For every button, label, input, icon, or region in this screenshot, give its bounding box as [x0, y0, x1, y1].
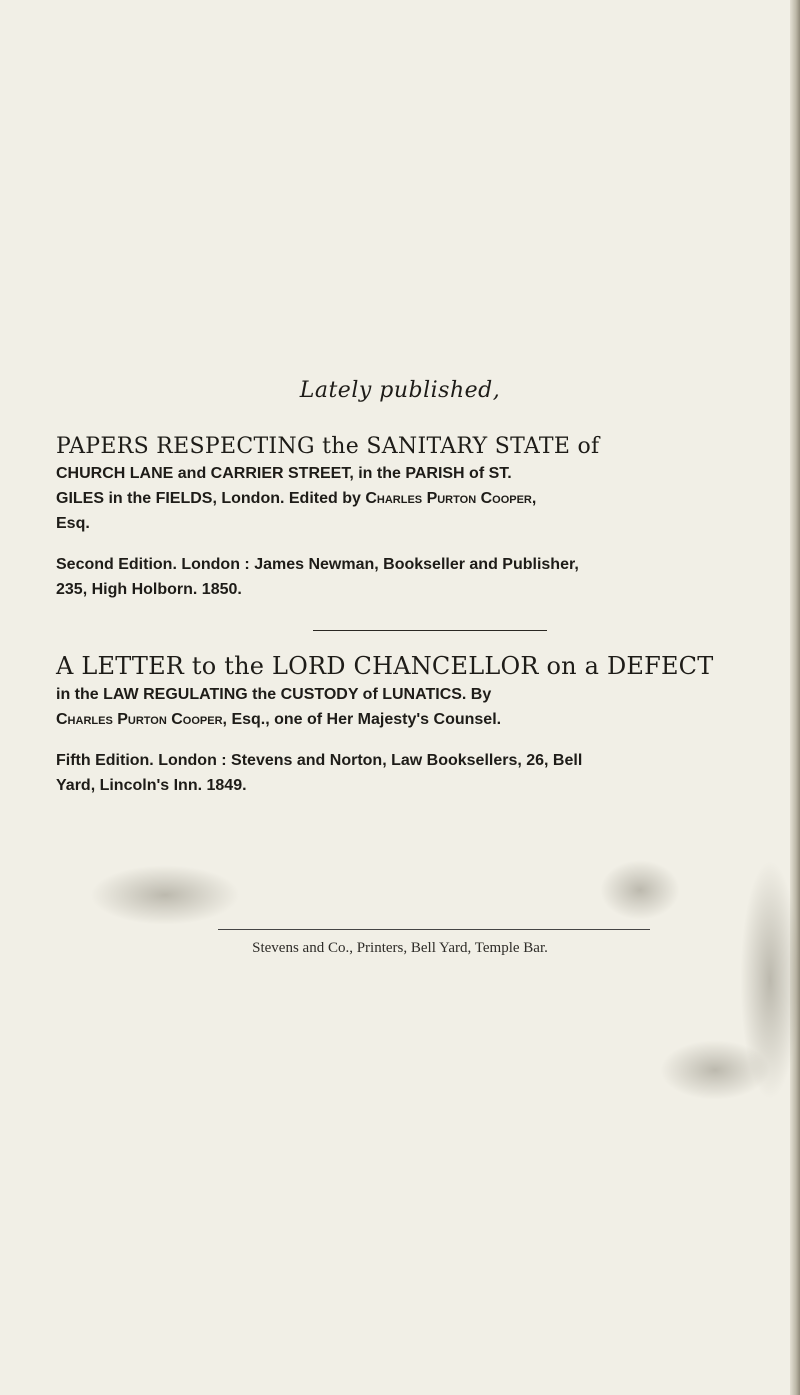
book-entry-2 [56, 652, 754, 798]
entry-2-title: A LETTER to the LORD CHANCELLOR on a DEFECT [56, 652, 714, 680]
entry-2-author-line: Charles Purton Cooper, Esq., one of Her Majesty's Counsel. [56, 711, 502, 728]
footer-rule [218, 929, 650, 930]
entry-1-edition: Second Edition. London : James Newman, Bookseller and Publisher, [56, 556, 579, 573]
printer-imprint: Stevens and Co., Printers, Bell Yard, Temple Bar. [252, 940, 548, 956]
entry-1-esq: Esq. [56, 515, 90, 532]
entry-1-edition-cont: 235, High Holborn. 1850. [56, 581, 242, 598]
page-edge [790, 0, 800, 1395]
entry-1-title-cont-2: GILES in the FIELDS, London. Edited by Charles Purton Cooper, [56, 490, 537, 507]
book-entry-1 [56, 434, 754, 602]
entry-2-title-cont: in the LAW REGULATING the CUSTODY of LUNATICS. By [56, 686, 492, 703]
ink-smudge [600, 860, 680, 920]
entry-1-title-cont: CHURCH LANE and CARRIER STREET, in the PARISH of ST. [56, 465, 512, 482]
entry-1-editor: Charles Purton Cooper, [365, 490, 537, 507]
entry-2-edition-cont: Yard, Lincoln's Inn. 1849. [56, 777, 247, 794]
entry-2-author: Charles Purton Cooper, [56, 711, 227, 728]
ink-smudge [660, 1040, 770, 1100]
separator-rule [313, 630, 547, 631]
ink-smudge [90, 865, 240, 925]
entry-2-edition: Fifth Edition. London : Stevens and Norton, Law Booksellers, 26, Bell [56, 752, 583, 769]
section-heading: Lately published, [299, 378, 501, 403]
entry-1-title: PAPERS RESPECTING the SANITARY STATE of [56, 434, 600, 459]
